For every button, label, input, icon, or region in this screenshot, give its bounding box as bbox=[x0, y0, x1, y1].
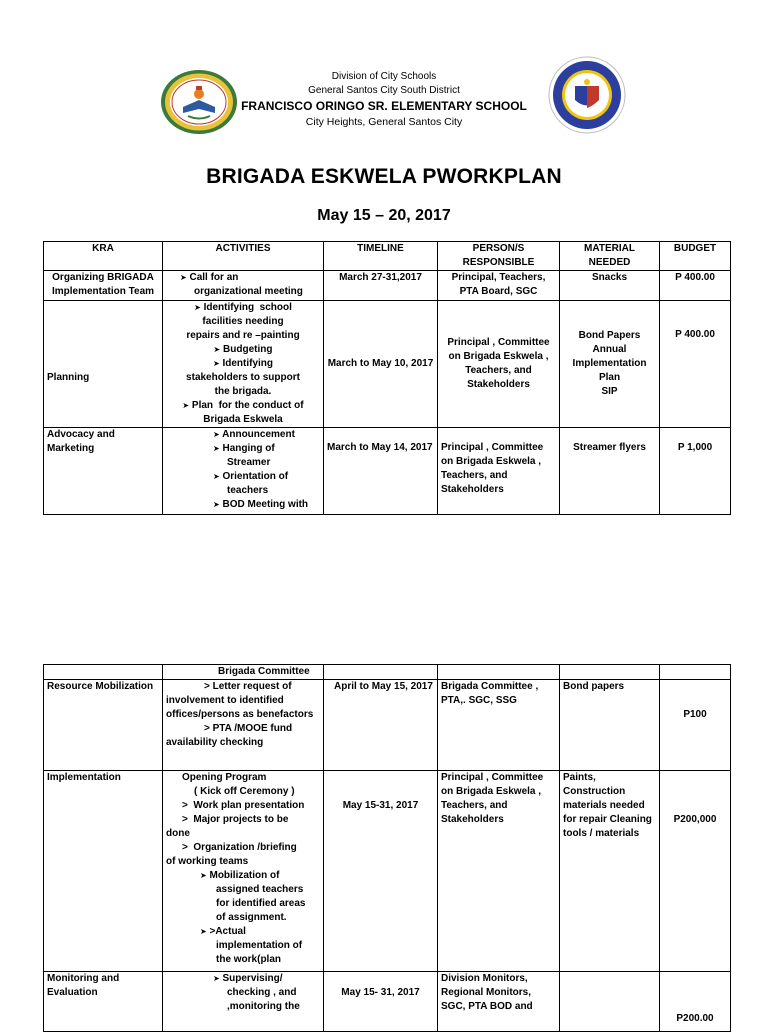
arrow-bullet-icon: ➤ bbox=[213, 444, 220, 453]
col-material: MATERIAL NEEDED bbox=[560, 242, 660, 271]
budget-cell: P200.00 bbox=[660, 972, 731, 1032]
timeline-cell: April to May 15, 2017 bbox=[324, 680, 438, 771]
arrow-bullet-icon: ➤ bbox=[200, 927, 207, 936]
table-row bbox=[44, 665, 731, 680]
kra-cell: Resource Mobilization bbox=[44, 680, 163, 771]
activities-cell: > Letter request of involvement to identified offices/persons as benefactors > PTA /MOOE fund availability checking bbox=[163, 680, 324, 771]
table-row bbox=[44, 301, 731, 428]
person-cell: Principal , Committee on Brigada Eskwela , Teachers, and Stakeholders bbox=[438, 771, 560, 972]
workplan-table-2 bbox=[43, 664, 731, 1032]
table-header-row bbox=[44, 242, 731, 271]
person-cell: Brigada Committee , PTA,. SGC, SSG bbox=[438, 680, 560, 771]
col-budget: BUDGET bbox=[660, 242, 731, 271]
budget-cell: P200,000 bbox=[660, 771, 731, 972]
kra-cell: Monitoring and Evaluation bbox=[44, 972, 163, 1032]
arrow-bullet-icon: ➤ bbox=[213, 430, 220, 439]
col-timeline: TIMELINE bbox=[324, 242, 438, 271]
person-cell: Principal, Teachers, PTA Board, SGC bbox=[438, 271, 560, 301]
activities-cell: ➤ Announcement ➤ Hanging of Streamer ➤ Orientation of teachers ➤ BOD Meeting with bbox=[163, 428, 324, 515]
budget-cell: P 400.00 bbox=[660, 301, 731, 428]
budget-cell: P 1,000 bbox=[660, 428, 731, 515]
kra-cell: Organizing BRIGADA Implementation Team bbox=[44, 271, 163, 301]
activities-cell: ➤ Call for an organizational meeting bbox=[163, 271, 324, 301]
timeline-cell: May 15- 31, 2017 bbox=[324, 972, 438, 1032]
table-row bbox=[44, 771, 731, 972]
material-cell: Snacks bbox=[560, 271, 660, 301]
material-cell: Bond papers bbox=[560, 680, 660, 771]
table-row bbox=[44, 680, 731, 771]
document-title: BRIGADA ESKWELA PWORKPLAN bbox=[206, 165, 562, 188]
arrow-bullet-icon: ➤ bbox=[182, 401, 190, 410]
school-name: FRANCISCO ORINGO SR. ELEMENTARY SCHOOL bbox=[241, 99, 527, 113]
timeline-cell: May 15-31, 2017 bbox=[324, 771, 438, 972]
document-date: May 15 – 20, 2017 bbox=[317, 207, 451, 224]
arrow-bullet-icon: ➤ bbox=[200, 871, 207, 880]
arrow-bullet-icon: ➤ bbox=[213, 345, 221, 354]
kra-cell: Advocacy and Marketing bbox=[44, 428, 163, 515]
budget-cell: P100 bbox=[660, 680, 731, 771]
person-cell: Principal , Committee on Brigada Eskwela , Teachers, and Stakeholders bbox=[438, 428, 560, 515]
activities-cell: ➤ Supervising/ checking , and ,monitoring the bbox=[163, 972, 324, 1032]
activities-cell: ➤ Identifying school facilities needing repairs and re –painting ➤ Budgeting ➤ Identifying stakeholders to support the brigada. ➤ Plan for the conduct of Brigada Eskwela bbox=[163, 301, 324, 428]
material-cell bbox=[560, 972, 660, 1032]
table-row bbox=[44, 972, 731, 1032]
arrow-bullet-icon: ➤ bbox=[213, 500, 220, 509]
kra-cell: Implementation bbox=[44, 771, 163, 972]
arrow-bullet-icon: ➤ bbox=[194, 303, 201, 312]
activities-cell: Opening Program ( Kick off Ceremony ) > Work plan presentation > Major projects to be done > Organization /briefing of working teams ➤ Mobilization of assigned teachers for identified areas of assignment. ➤ >Actual implementation of the work(plan bbox=[163, 771, 324, 972]
person-cell: Principal , Committee on Brigada Eskwela , Teachers, and Stakeholders bbox=[438, 301, 560, 428]
arrow-bullet-icon: ➤ bbox=[212, 359, 220, 368]
school-address: City Heights, General Santos City bbox=[305, 116, 463, 128]
division-line: Division of City Schools bbox=[331, 71, 437, 82]
arrow-bullet-icon: ➤ bbox=[180, 273, 187, 282]
col-person: PERSON/S RESPONSIBLE bbox=[438, 242, 560, 271]
workplan-table-1 bbox=[43, 241, 731, 515]
material-cell: Streamer flyers bbox=[560, 428, 660, 515]
material-cell: Paints, Construction materials needed for repair Cleaning tools / materials bbox=[560, 771, 660, 972]
table-row bbox=[44, 428, 731, 515]
arrow-bullet-icon: ➤ bbox=[213, 974, 220, 983]
table-row bbox=[44, 271, 731, 301]
activities-cell: Brigada Committee bbox=[163, 665, 324, 680]
kra-cell: Planning bbox=[44, 301, 163, 428]
budget-cell: P 400.00 bbox=[660, 271, 731, 301]
col-activities: ACTIVITIES bbox=[163, 242, 324, 271]
material-cell: Bond Papers Annual Implementation Plan SIP bbox=[560, 301, 660, 428]
timeline-cell: March to May 10, 2017 bbox=[324, 301, 438, 428]
col-kra: KRA bbox=[44, 242, 163, 271]
arrow-bullet-icon: ➤ bbox=[213, 472, 220, 481]
timeline-cell: March 27-31,2017 bbox=[324, 271, 438, 301]
person-cell: Division Monitors, Regional Monitors, SGC, PTA BOD and bbox=[438, 972, 560, 1032]
district-line: General Santos City South District bbox=[308, 85, 460, 96]
timeline-cell: March to May 14, 2017 bbox=[324, 428, 438, 515]
